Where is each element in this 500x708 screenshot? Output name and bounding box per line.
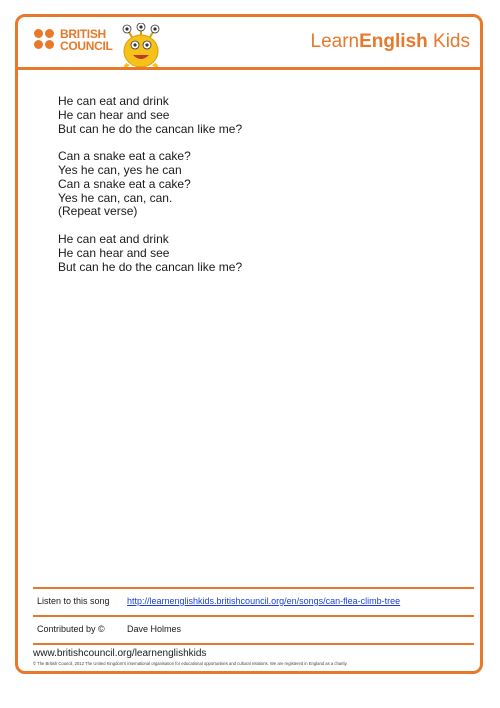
lyric-line: Yes he can, yes he can [58, 162, 182, 177]
stanza [58, 95, 242, 136]
lyric-line: He can hear and see [58, 107, 170, 122]
lyric-line: He can hear and see [58, 245, 170, 260]
listen-row [33, 587, 474, 615]
header-divider [18, 67, 480, 70]
contributed-label: Contributed by © [37, 624, 105, 634]
learnenglish-kids-logo: LearnEnglish Kids [310, 31, 470, 52]
lyric-line: He can eat and drink [58, 94, 169, 108]
lyric-line: But can he do the cancan like me? [58, 259, 243, 274]
lyric-line: But can he do the cancan like me? [58, 121, 243, 136]
contributor-row [33, 615, 474, 645]
british-council-logo [34, 27, 114, 57]
lyric-line: Can a snake eat a cake? [58, 176, 191, 191]
stanza [58, 233, 242, 274]
lyric-line: He can eat and drink [58, 231, 169, 246]
lyric-line: (Repeat verse) [58, 204, 138, 219]
website-url: www.britishcouncil.org/learnenglishkids [33, 648, 207, 659]
logo-dots-icon [34, 29, 56, 51]
lyric-line: Yes he can, can, can. [58, 190, 173, 205]
listen-label: Listen to this song [37, 596, 110, 606]
header [18, 17, 480, 67]
copyright-notice: © The British Council, 2012 The United Kingdom's international organisation for educational opportunities and cultural relations. We are registered in England as a charity. [33, 661, 348, 666]
song-info-table [33, 587, 474, 645]
song-link[interactable]: http://learnenglishkids.britishcouncil.org/en/songs/can-flea-climb-tree [127, 596, 401, 606]
monster-mascot-icon [116, 23, 166, 69]
contributor-name: Dave Holmes [127, 624, 182, 634]
stanza [58, 150, 242, 219]
lyric-line: Can a snake eat a cake? [58, 149, 191, 164]
logo-text: BRITISH COUNCIL [60, 27, 113, 53]
song-lyrics [58, 95, 242, 288]
